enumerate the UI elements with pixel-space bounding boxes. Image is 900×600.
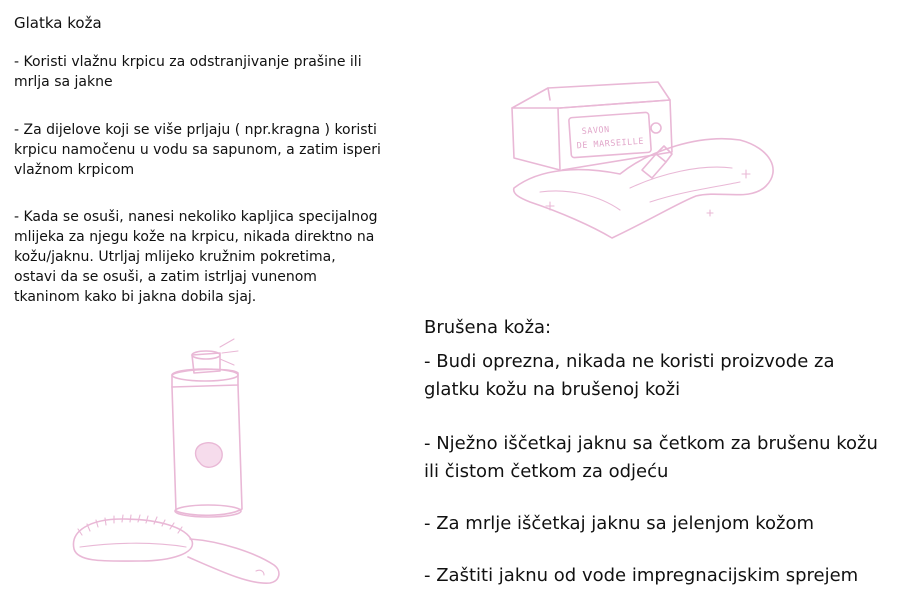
suede-leather-tip-caution: - Budi oprezna, nikada ne koristi proizvode za glatku kožu na brušenoj koži: [424, 351, 835, 400]
suede-leather-tip-chamois: - Za mrlje iščetkaj jaknu sa jelenjom kožom: [424, 513, 815, 534]
smooth-leather-title: Glatka koža: [14, 14, 102, 32]
spray-bottle-and-brush-illustration: [60, 335, 290, 600]
smooth-leather-tip-leather-milk: - Kada se osuši, nanesi nekoliko kapljica specijalnog mlijeka za njegu kože na krpicu, nikada direktno na kožu/jaknu. Utrljaj mlijeko kružnim pokretima, ostavi da se osuši, a zatim istrljaj vunenom tkaninom kako bi jakna dobila sjaj.: [14, 209, 378, 305]
soap-label-marseille: DE MARSEILLE: [576, 136, 645, 152]
suede-leather-title: Brušena koža:: [424, 317, 552, 338]
smooth-leather-tip-damp-cloth: - Koristi vlažnu krpicu za odstranjivanje prašine ili mrlja sa jakne: [14, 54, 362, 90]
suede-leather-tip-brush: - Nježno iščetkaj jaknu sa četkom za brušenu kožu ili čistom četkom za odjeću: [424, 433, 878, 482]
smooth-leather-tip-soapy-cloth: - Za dijelove koji se više prljaju ( npr.kragna ) koristi krpicu namočenu u vodu sa sapunom, a zatim isperi vlažnom krpicom: [14, 122, 381, 178]
soap-and-cloth-illustration: [500, 70, 800, 260]
soap-label-savon: SAVON: [581, 125, 611, 137]
suede-leather-tip-waterproof-spray: - Zaštiti jaknu od vode impregnacijskim sprejem: [424, 565, 859, 586]
